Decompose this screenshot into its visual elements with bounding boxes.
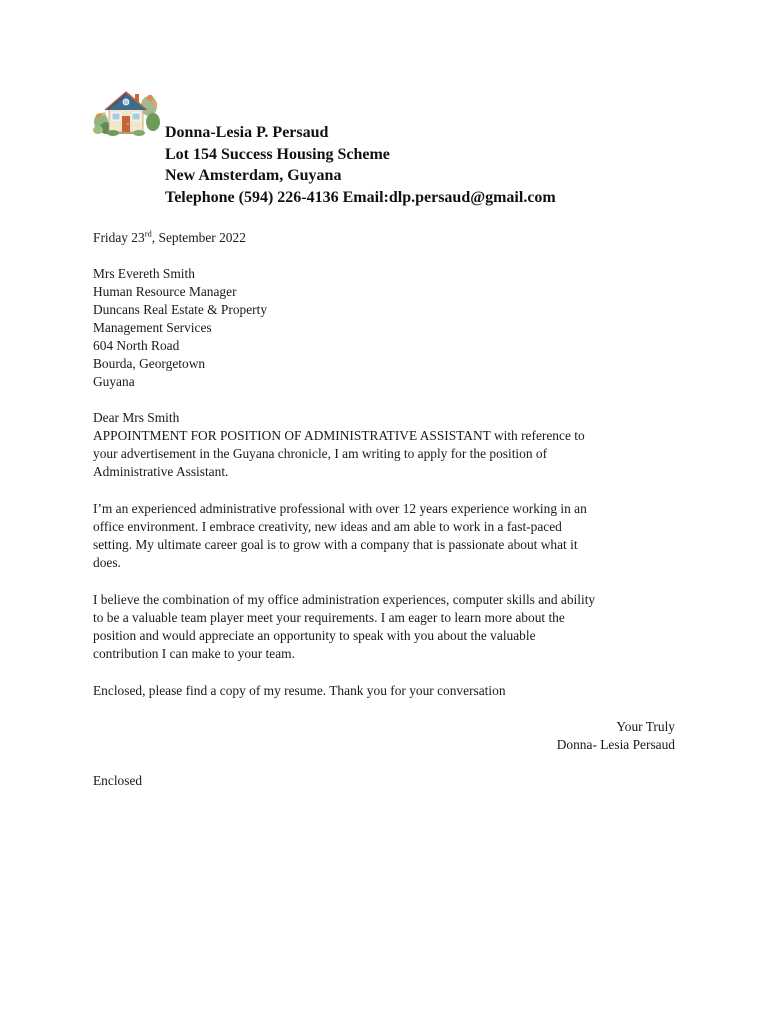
recipient-line: Human Resource Manager [93,284,237,299]
recipient-line: 604 North Road [93,338,180,353]
paragraph [93,682,675,700]
recipient-line: Management Services [93,320,212,335]
recipient-line: Bourda, Georgetown [93,356,206,371]
salutation-and-intro [93,409,675,481]
recipient-line: Guyana [93,374,135,389]
enclosure-note: Enclosed [93,773,143,788]
date-ordinal: rd [144,228,152,239]
closing [93,718,675,754]
sender-name: Donna-Lesia P. Persaud [165,124,329,141]
paragraph [93,500,675,572]
sender-address-line1: Lot 154 Success Housing Scheme [165,145,390,163]
paragraph-line: your advertisement in the Guyana chronicle, I am writing to apply for the position of [93,446,548,461]
recipient-line: Duncans Real Estate & Property [93,302,268,317]
letter-date [93,229,675,247]
signature-name: Donna- Lesia Persaud [556,737,675,752]
date-rest: , September 2022 [151,230,246,245]
letterhead [165,122,556,208]
house-illustration-icon [93,86,161,138]
sender-contact: Telephone (594) 226-4136 Email:dlp.persaud@gmail.com [165,188,556,206]
paragraph-line: setting. My ultimate career goal is to grow with a company that is passionate about what it [93,537,578,552]
valediction: Your Truly [616,719,675,734]
paragraph-line: to be a valuable team player meet your requirements. I am eager to learn more about the [93,610,565,625]
salutation: Dear Mrs Smith [93,410,180,425]
paragraph-line: does. [93,555,121,570]
paragraph-line: I believe the combination of my office administration experiences, computer skills and ability [93,592,596,607]
paragraph [93,427,675,481]
recipient-address [93,265,675,391]
paragraph-line: office environment. I embrace creativity, new ideas and am able to work in a fast-paced [93,519,562,534]
paragraph-line: APPOINTMENT FOR POSITION OF ADMINISTRATIVE ASSISTANT with reference to [93,428,585,443]
paragraph [93,591,675,663]
paragraph-line: I’m an experienced administrative professional with over 12 years experience working in an [93,501,587,516]
recipient-line: Mrs Evereth Smith [93,266,195,281]
sender-address-line2: New Amsterdam, Guyana [165,167,342,184]
date-day: Friday 23 [93,230,145,245]
paragraph-line: position and would appreciate an opportunity to speak with you about the valuable [93,628,536,643]
paragraph-line: Enclosed, please find a copy of my resume. Thank you for your conversation [93,683,506,698]
paragraph-line: contribution I can make to your team. [93,646,295,661]
paragraph-line: Administrative Assistant. [93,464,229,479]
